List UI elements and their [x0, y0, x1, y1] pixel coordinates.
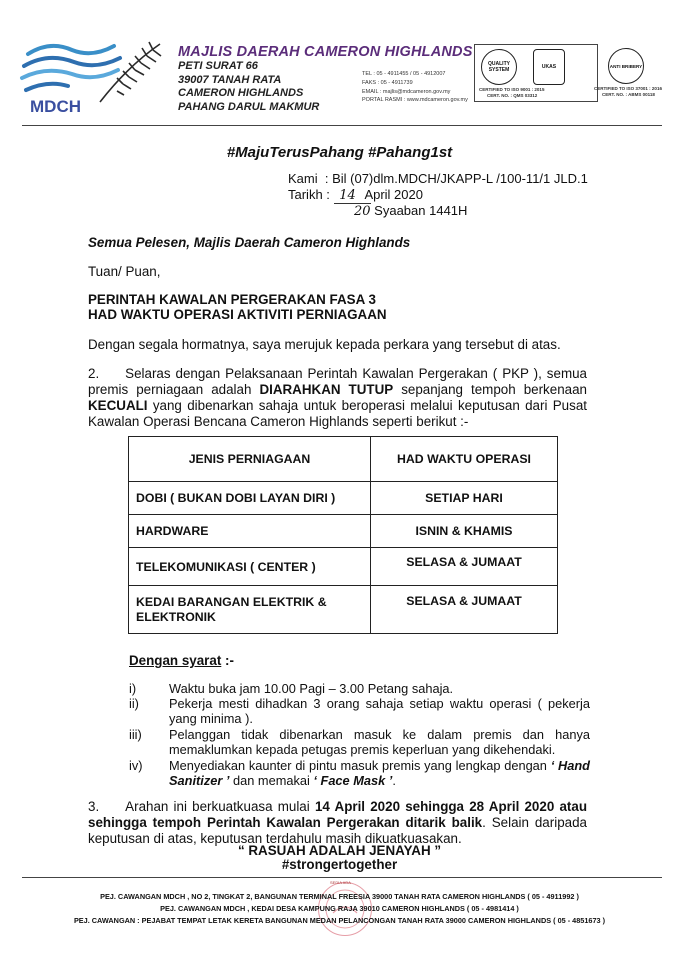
- p2-text: yang dibenarkan sahaja untuk beroperasi melalui keputusan dari Pusat Kawalan Operasi Bencana Cameron Highlands seperti berikut :-: [88, 398, 587, 429]
- p3-text: . Selain daripada keputusan di atas, keputusan terdahulu masih dikuatkuasakan.: [88, 815, 587, 846]
- paragraph-number: 3.: [88, 799, 100, 814]
- org-address: [178, 60, 319, 114]
- paragraph-number: 2.: [88, 366, 100, 381]
- contact-line: EMAIL : majlis@mdcameron.gov.my: [362, 88, 451, 95]
- reference-tarikh: Tarikh : 14 April 2020: [288, 187, 423, 203]
- iso-37001-cert: [594, 44, 678, 106]
- condition-emphasis: ‘ Hand Sanitizer ’: [169, 758, 590, 788]
- table-row: [129, 515, 558, 548]
- condition-item: [129, 727, 590, 757]
- date-day: 14: [334, 188, 362, 204]
- table-row: [129, 586, 558, 634]
- condition-number: iii): [129, 727, 142, 742]
- table-cell: SELASA & JUMAAT: [371, 548, 558, 586]
- paragraph-3: [88, 799, 587, 847]
- hijri-date: [354, 203, 467, 219]
- conditions-heading-suffix: :-: [221, 653, 234, 668]
- ukas-badge-icon: UKAS: [533, 49, 565, 85]
- address-line: 39007 TANAH RATA: [178, 73, 282, 86]
- hijri-day: 20: [354, 204, 371, 219]
- column-header: HAD WAKTU OPERASI: [371, 437, 558, 482]
- table-cell: KEDAI BARANGAN ELEKTRIK & ELEKTRONIK: [129, 586, 371, 634]
- stamp-text: SEDIA ADA: [330, 880, 351, 885]
- condition-text-part: dan memakai: [229, 773, 314, 788]
- condition-text: Pelanggan tidak dibenarkan masuk ke dalam premis dan hanya memaklumkan kepada petugas premis keperluan yang dikehendaki.: [169, 727, 590, 757]
- hashtag-line: [0, 144, 679, 161]
- footer-line: PEJ. CAWANGAN : PEJABAT TEMPAT LETAK KERETA BANGUNAN MEDAN PELANCONGAN TANAH RATA 39000 CAMERON HIGHLANDS ( 05 - 4851673 ): [73, 916, 606, 925]
- salutation: Tuan/ Puan,: [88, 264, 161, 279]
- address-line: PETI SURAT 66: [178, 60, 258, 72]
- header-divider: [22, 125, 662, 126]
- hashtags: #MajuTerusPahang #Pahang1st: [226, 144, 453, 161]
- condition-text: [169, 758, 590, 788]
- reference-kami: Kami : Bil (07)dlm.MDCH/JKAPP-L /100-11/1 JLD.1: [288, 171, 588, 186]
- column-header: JENIS PERNIAGAAN: [129, 437, 371, 482]
- table-header-row: [129, 437, 558, 482]
- condition-text-part: Menyediakan kaunter di pintu masuk premis yang lengkap dengan: [169, 758, 551, 773]
- address-line: PAHANG DARUL MAKMUR: [178, 100, 320, 113]
- kami-value: Bil (07)dlm.MDCH/JKAPP-L /100-11/1 JLD.1: [332, 171, 588, 186]
- footer-divider: [22, 877, 662, 878]
- mdch-logo: [10, 36, 180, 118]
- footer-line: PEJ. CAWANGAN MDCH , KEDAI DESA KAMPUNG RAJA 39010 CAMERON HIGHLANDS ( 05 - 4981414 ): [160, 904, 519, 913]
- motto: “ RASUAH ADALAH JENAYAH ”: [237, 843, 442, 858]
- subject-line-2: HAD WAKTU OPERASI AKTIVITI PERNIAGAAN: [88, 307, 387, 322]
- condition-item: [129, 681, 590, 696]
- org-name: MAJLIS DAERAH CAMERON HIGHLANDS: [178, 44, 473, 60]
- condition-item: [129, 758, 590, 788]
- contact-line: FAKS : 05 - 4911739: [362, 79, 413, 86]
- wave-icon: [22, 46, 120, 90]
- hijri-rest: Syaaban 1441H: [374, 203, 468, 218]
- contact-line: TEL : 05 - 4911455 / 05 - 4912007: [362, 71, 446, 77]
- condition-emphasis: ‘ Face Mask ’: [313, 773, 393, 788]
- paragraph-2: [88, 366, 587, 430]
- opening-paragraph: Dengan segala hormatnya, saya merujuk kepada perkara yang tersebut di atas.: [88, 337, 561, 352]
- p3-emphasis: 14 April 2020 sehingga 28 April 2020 atau sehingga tempoh Perintah Kawalan Pergerakan ditarik balik: [88, 799, 587, 830]
- conditions-heading: [129, 653, 234, 669]
- anti-bribery-badge-icon: ANTI BRIBERY: [608, 48, 644, 84]
- p3-text: Arahan ini berkuatkuasa mulai: [125, 799, 315, 814]
- closing-tag: #strongertogether: [281, 857, 398, 872]
- logo-text: MDCH: [30, 97, 81, 116]
- condition-number: i): [129, 681, 137, 696]
- table-cell: HARDWARE: [129, 515, 371, 548]
- address-line: CAMERON HIGHLANDS: [178, 87, 304, 99]
- tarikh-label: Tarikh: [288, 187, 323, 202]
- condition-item: [129, 696, 590, 726]
- iso-9001-cert-box: [474, 44, 598, 102]
- condition-number: ii): [129, 696, 139, 711]
- table-cell: ISNIN & KHAMIS: [371, 515, 558, 548]
- subject-line-1: PERINTAH KAWALAN PERGERAKAN FASA 3: [88, 292, 376, 307]
- table-cell: SETIAP HARI: [371, 482, 558, 515]
- cert-number: CERT. NO. : ABMS 00118: [602, 92, 655, 97]
- table-row: [129, 548, 558, 586]
- table-cell: TELEKOMUNIKASI ( CENTER ): [129, 548, 371, 586]
- cert-caption: CERTIFIED TO ISO 9001 : 2015: [479, 87, 545, 92]
- quality-system-badge-icon: QUALITY SYSTEM: [481, 49, 517, 85]
- condition-number: iv): [129, 758, 143, 773]
- condition-text: Waktu buka jam 10.00 Pagi – 3.00 Petang sahaja.: [169, 681, 454, 696]
- table-cell: DOBI ( BUKAN DOBI LAYAN DIRI ): [129, 482, 371, 515]
- cert-caption: CERTIFIED TO ISO 37001 : 2016: [594, 86, 662, 91]
- condition-text: Pekerja mesti dihadkan 3 orang sahaja setiap waktu operasi ( pekerja yang minima ).: [169, 696, 590, 726]
- p2-text: sepanjang tempoh berkenaan: [393, 382, 587, 397]
- recipient: Semua Pelesen, Majlis Daerah Cameron Highlands: [88, 235, 411, 250]
- table-cell: SELASA & JUMAAT: [371, 586, 558, 634]
- operating-hours-table: [128, 436, 558, 634]
- cert-number: CERT. NO. : QMS 03312: [487, 93, 538, 98]
- conditions-heading-text: Dengan syarat: [129, 653, 222, 668]
- p2-emphasis: KECUALI: [88, 398, 148, 413]
- contact-block: [362, 70, 468, 105]
- table-row: [129, 482, 558, 515]
- p2-text: Selaras dengan Pelaksanaan Perintah Kawalan Pergerakan ( PKP ), semua premis perniagaan adalah: [88, 366, 587, 397]
- kami-label: Kami: [288, 171, 318, 186]
- condition-text-part: .: [392, 773, 396, 788]
- p2-emphasis: DIARAHKAN TUTUP: [259, 382, 394, 397]
- footer-line: PEJ. CAWANGAN MDCH , NO 2, TINGKAT 2, BANGUNAN TERMINAL FREESIA 39000 TANAH RATA CAMERON HIGHLANDS ( 05 - 4911992 ): [100, 892, 579, 901]
- contact-line: PORTAL RASMI : www.mdcameron.gov.my: [362, 97, 468, 104]
- date-month-year: April 2020: [364, 187, 423, 202]
